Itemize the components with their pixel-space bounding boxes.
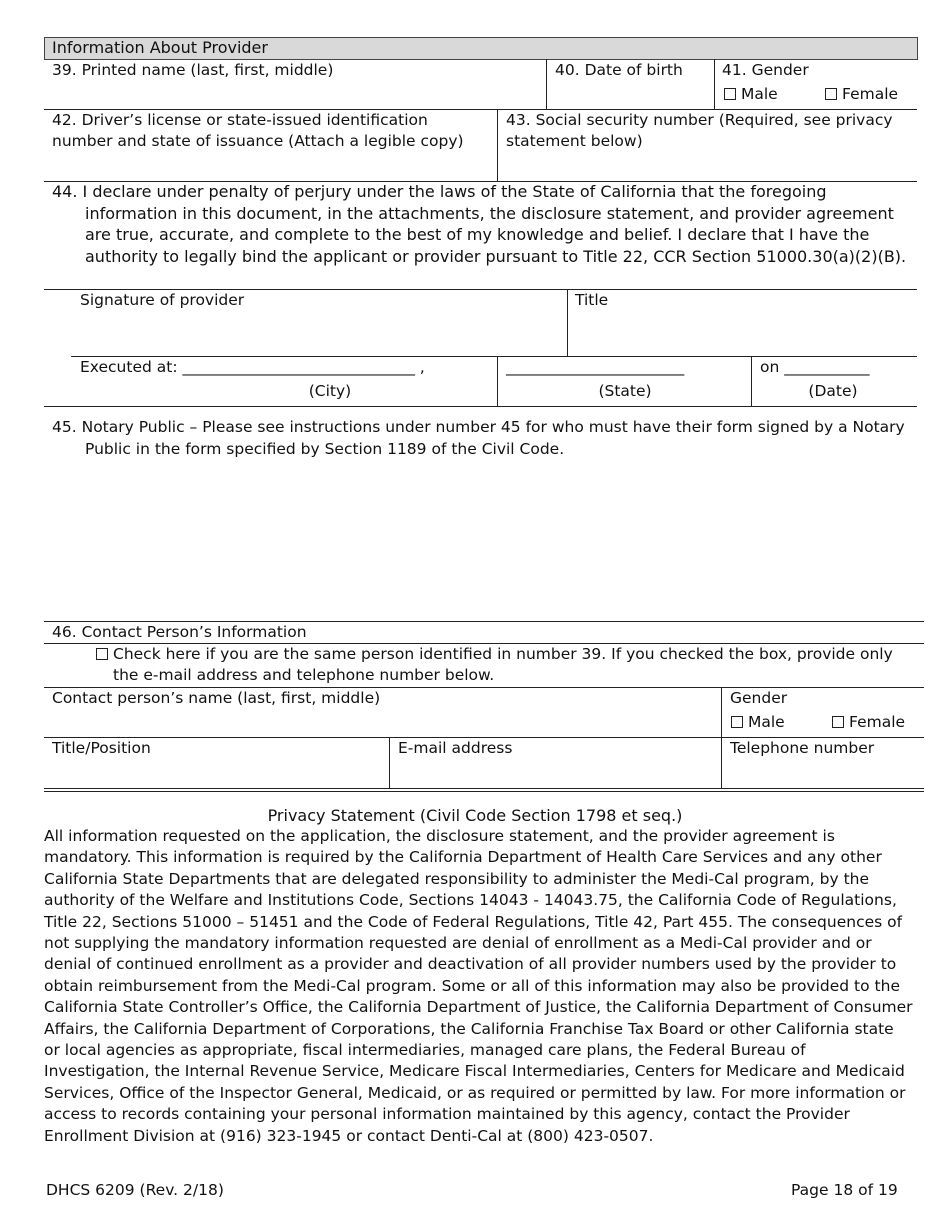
contact-header: 46. Contact Person’s Information (52, 623, 307, 641)
section-header: Information About Provider (52, 38, 268, 57)
form-id: DHCS 6209 (Rev. 2/18) (46, 1181, 224, 1199)
contact-gender-male-checkbox[interactable] (731, 712, 785, 733)
executed-at-city-field[interactable]: Executed at: ______________________________ , (80, 358, 425, 376)
privacy-paragraph: All information requested on the application, the disclosure statement, and the provider agreement is mandatory. This information is required by the California Department of Health Care Services and any other California State Departments that are delegated responsibility to administer the Medi-Cal program, by the authority of the Welfare and Institutions Code, Sections 14043 - 14043.75, the California Code of Regulations, Title 22, Sections 51000 – 51451 and the Code of Federal Regulations, Title 42, Part 455. The consequences of not supplying the mandatory information requested are denial of enrollment as a Medi-Cal provider and or denial of continued enrollment as a provider and deactivation of all provider numbers used by the provider to obtain reimbursement from the Medi-Cal program. Some or all of this information may also be provided to the California State Controller’s Office, the California Department of Justice, the California Department of Consumer Affairs, the California Department of Corporations, the California Franchise Tax Board or other California state or local agencies as appropriate, fiscal intermediaries, managed care plans, the Federal Bureau of Investigation, the Internal Revenue Service, Medicare Fiscal Intermediaries, Centers for Medicare and Medicaid Services, Office of the Inspector General, Medicaid, or as required or permitted by law. For more information or access to records containing your personal information maintained by this agency, contact the Provider Enrollment Division at (916) 323-1945 or contact Denti-Cal at (800) 423-0507. (44, 827, 913, 1145)
state-caption: (State) (598, 382, 652, 400)
privacy-title: Privacy Statement (Civil Code Section 1798 et seq.) (267, 806, 683, 825)
contact-gender-label: Gender (730, 689, 788, 707)
city-caption: (City) (308, 382, 352, 400)
same-person-checkbox[interactable] (96, 644, 911, 686)
contact-male-label: Male (748, 713, 785, 731)
title-position-field[interactable]: Title/Position (52, 739, 151, 757)
contact-name-field[interactable]: Contact person’s name (last, first, middle) (52, 689, 381, 707)
checkbox-icon (832, 716, 844, 728)
title-field[interactable]: Title (575, 291, 609, 309)
notary-body: Notary Public – Please see instructions under number 45 for who must have their form signed by a Notary Public in the form specified by Section 1189 of the Civil Code. (81, 418, 905, 458)
checkbox-icon (731, 716, 743, 728)
notary-number: 45. (52, 418, 77, 436)
checkbox-icon (825, 88, 837, 100)
executed-date-field[interactable]: on ___________ (760, 358, 870, 376)
declaration-number: 44. (52, 182, 78, 201)
telephone-number-field[interactable]: Telephone number (730, 739, 875, 757)
notary-text (52, 417, 917, 460)
gender-male-checkbox[interactable] (724, 84, 778, 105)
privacy-body (44, 826, 914, 1147)
gender-female-checkbox[interactable] (825, 84, 898, 105)
same-person-text: Check here if you are the same person identified in number 39. If you checked the box, provide only the e-mail address and telephone number below. (113, 645, 893, 684)
page-number: Page 18 of 19 (791, 1181, 898, 1199)
checkbox-icon (724, 88, 736, 100)
signature-of-provider-field[interactable]: Signature of provider (80, 291, 245, 309)
date-of-birth-field[interactable]: 40. Date of birth (555, 61, 683, 79)
checkbox-icon (96, 648, 108, 660)
executed-state-field[interactable]: _______________________ (506, 358, 685, 376)
email-address-field[interactable]: E-mail address (398, 739, 513, 757)
date-caption: (Date) (808, 382, 858, 400)
female-label: Female (842, 85, 899, 103)
contact-gender-female-checkbox[interactable] (832, 712, 905, 733)
ssn-field[interactable]: 43. Social security number (Required, see privacy statement below) (506, 111, 893, 150)
contact-female-label: Female (849, 713, 906, 731)
drivers-license-field[interactable]: 42. Driver’s license or state-issued identification number and state of issuance (Attach a legible copy) (52, 111, 464, 150)
male-label: Male (741, 85, 778, 103)
gender-label: 41. Gender (722, 61, 809, 79)
declaration-text (52, 181, 917, 267)
declaration-body: I declare under penalty of perjury under the laws of the State of California that the foregoing information in this document, in the attachments, the disclosure statement, and provider agreement are true, accurate, and complete to the best of my knowledge and belief. I declare that I have the authority to legally bind the applicant or provider pursuant to Title 22, CCR Section 51000.30(a)(2)(B). (82, 182, 907, 266)
printed-name-field[interactable]: 39. Printed name (last, first, middle) (52, 61, 334, 79)
